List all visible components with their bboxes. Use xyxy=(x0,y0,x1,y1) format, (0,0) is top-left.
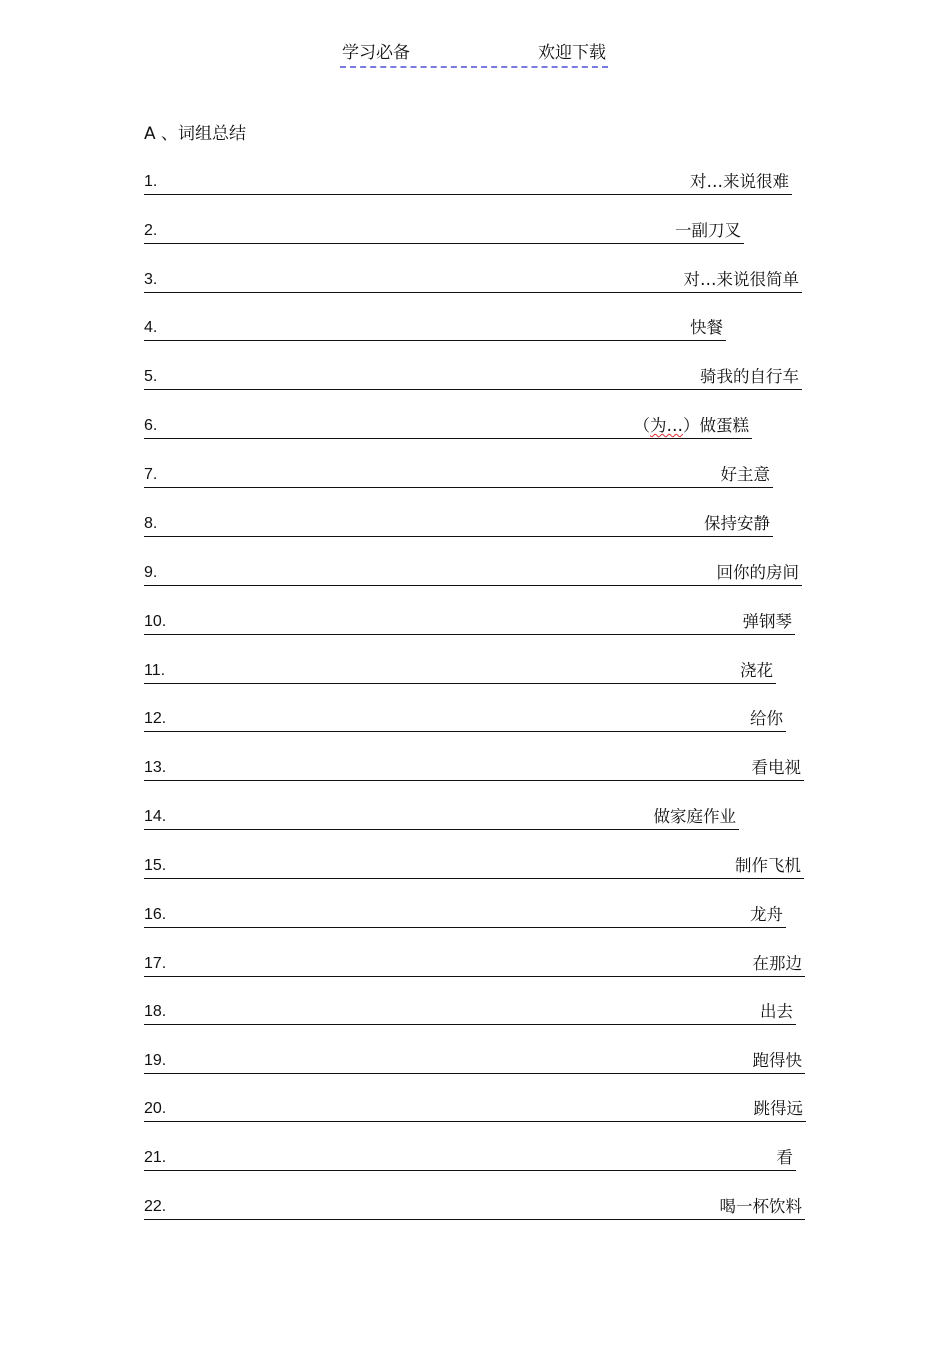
phrase-text xyxy=(634,415,750,437)
phrase-line xyxy=(144,219,744,244)
phrase-text: 喝一杯饮料 xyxy=(719,1197,802,1216)
phrase-line xyxy=(144,170,792,195)
header-left-text: 学习必备 xyxy=(342,43,410,63)
phrase-text: 保持安静 xyxy=(704,514,770,533)
phrase-line xyxy=(144,610,795,635)
phrase-text: 对…来说很难 xyxy=(690,172,789,191)
phrase-line xyxy=(144,512,773,537)
phrase-text: 弹钢琴 xyxy=(742,612,792,631)
header-right-text: 欢迎下载 xyxy=(538,43,606,63)
item-number: 2. xyxy=(144,222,158,239)
phrase-line xyxy=(144,1195,805,1220)
phrase-text: 出去 xyxy=(760,1002,793,1021)
phrase-suffix: ）做蛋糕 xyxy=(683,416,749,435)
item-number: 14. xyxy=(144,808,167,825)
item-number: 12. xyxy=(144,710,167,727)
item-number: 20. xyxy=(144,1100,167,1117)
phrase-text: 给你 xyxy=(750,709,783,728)
phrase-text: 浇花 xyxy=(740,661,773,680)
phrase-line xyxy=(144,659,776,684)
phrase-text: 看 xyxy=(776,1148,793,1167)
phrase-line xyxy=(144,1097,806,1122)
phrase-text: 一副刀叉 xyxy=(675,221,741,240)
item-number: 16. xyxy=(144,906,167,923)
phrase-line xyxy=(144,756,804,781)
phrase-text: 跑得快 xyxy=(752,1051,802,1070)
phrase-line xyxy=(144,952,805,977)
item-number: 15. xyxy=(144,857,167,874)
phrase-text: 对…来说很简单 xyxy=(683,270,799,289)
spellcheck-marked-text: 为… xyxy=(650,416,683,435)
phrase-line xyxy=(144,854,804,879)
phrase-text: 龙舟 xyxy=(750,905,783,924)
item-number: 22. xyxy=(144,1198,167,1215)
item-number: 1. xyxy=(144,173,158,190)
phrase-line xyxy=(144,561,802,586)
phrase-line xyxy=(144,707,786,732)
phrase-text: 做家庭作业 xyxy=(653,807,736,826)
item-number: 19. xyxy=(144,1052,167,1069)
phrase-text: 在那边 xyxy=(752,954,802,973)
item-number: 4. xyxy=(144,319,158,336)
phrase-line xyxy=(144,463,773,488)
item-number: 17. xyxy=(144,955,167,972)
item-number: 13. xyxy=(144,759,167,776)
item-number: 11. xyxy=(144,662,166,679)
phrase-text: 跳得远 xyxy=(753,1099,803,1118)
phrase-line xyxy=(144,1049,805,1074)
phrase-line xyxy=(144,805,739,830)
phrase-prefix: （ xyxy=(633,416,650,435)
phrase-line xyxy=(144,1000,796,1025)
phrase-line xyxy=(144,268,802,293)
phrase-line xyxy=(144,1146,796,1171)
page-header xyxy=(340,42,608,68)
phrase-text: 骑我的自行车 xyxy=(700,367,799,386)
phrase-text: 看电视 xyxy=(751,758,801,777)
phrase-line xyxy=(144,365,802,390)
item-number: 5. xyxy=(144,368,158,385)
item-number: 8. xyxy=(144,515,158,532)
item-number: 10. xyxy=(144,613,167,630)
item-number: 6. xyxy=(144,417,158,434)
phrase-text: 好主意 xyxy=(720,465,770,484)
phrase-text: 制作飞机 xyxy=(735,856,801,875)
phrase-line xyxy=(144,414,752,439)
phrase-text: 回你的房间 xyxy=(716,563,799,582)
phrase-line xyxy=(144,316,726,341)
item-number: 21. xyxy=(144,1149,167,1166)
item-number: 7. xyxy=(144,466,158,483)
section-title: A 、词组总结 xyxy=(144,124,247,144)
item-number: 18. xyxy=(144,1003,167,1020)
phrase-text: 快餐 xyxy=(690,318,723,337)
phrase-line xyxy=(144,903,786,928)
item-number: 9. xyxy=(144,564,158,581)
item-number: 3. xyxy=(144,271,158,288)
